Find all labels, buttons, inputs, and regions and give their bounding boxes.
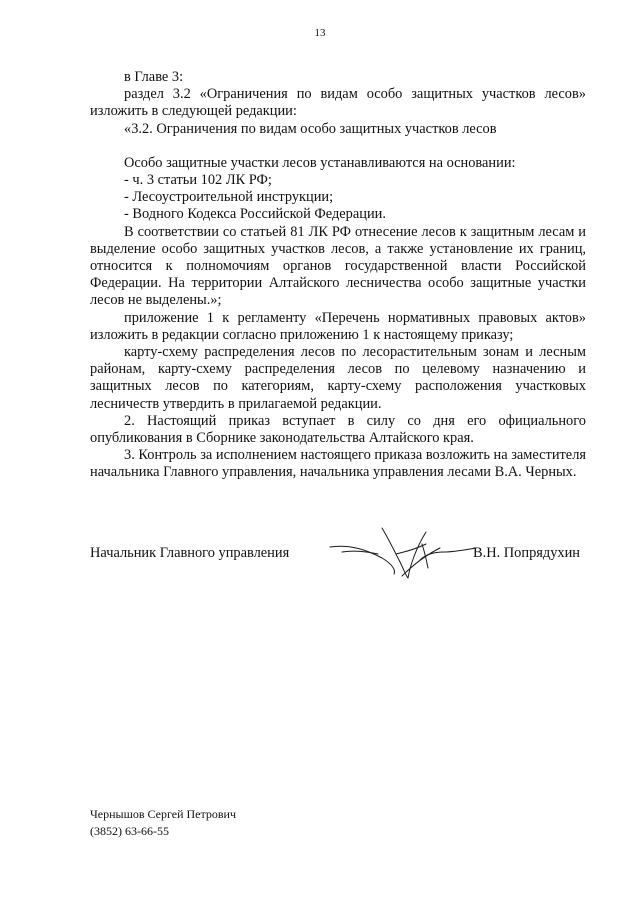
maps-paragraph: карту-схему распределения лесов по лесорастительным зонам и лесным районам, карту-схему распределения лесов по целевому назначению и защитных лесов по категориям, карту-схему расположения участковых лесничеств утвердить в прилагаемой редакции. xyxy=(90,344,586,412)
clause-3: 3. Контроль за исполнением настоящего приказа возложить на заместителя начальника Главного управления, начальника управления лесами В.А. Черных. xyxy=(90,447,586,481)
footer-contact xyxy=(90,806,236,840)
basis-item: - ч. 3 статьи 102 ЛК РФ; xyxy=(124,172,272,189)
handwritten-signature xyxy=(322,514,482,580)
signature-block xyxy=(90,514,610,584)
contact-phone: (3852) 63-66-55 xyxy=(90,824,169,838)
signatory-title: Начальник Главного управления xyxy=(90,545,290,561)
basis-item: - Лесоустроительной инструкции; xyxy=(124,189,334,206)
section-instruction: раздел 3.2 «Ограничения по видам особо защитных участков лесов» изложить в следующей редакции: xyxy=(90,86,586,120)
document-body xyxy=(90,69,586,482)
basis-item: - Водного Кодекса Российской Федерации. xyxy=(124,206,386,223)
section-heading: «3.2. Ограничения по видам особо защитных участков лесов xyxy=(124,120,497,137)
signatory-name: В.Н. Попрядухин xyxy=(473,545,581,561)
contact-name: Чернышов Сергей Петрович xyxy=(90,807,237,821)
article-81-paragraph: В соответствии со статьей 81 ЛК РФ отнесение лесов к защитным лесам и выделение особо защитных участков лесов, а также установление их границ, относится к полномочиям органов государственной власти Российской Федерации. На территории Алтайского лесничества особо защитные участки лесов не выделены.»; xyxy=(90,223,586,309)
chapter-intro: в Главе 3: xyxy=(124,69,184,85)
page-number: 13 xyxy=(314,27,326,39)
appendix-paragraph: приложение 1 к регламенту «Перечень нормативных правовых актов» изложить в редакции согласно приложению 1 к настоящему приказу; xyxy=(90,309,586,343)
clause-2: 2. Настоящий приказ вступает в силу со дня его официального опубликования в Сборнике законодательства Алтайского края. xyxy=(90,412,586,447)
paragraph-gap xyxy=(90,138,586,155)
basis-intro: Особо защитные участки лесов устанавливаются на основании: xyxy=(124,154,516,171)
